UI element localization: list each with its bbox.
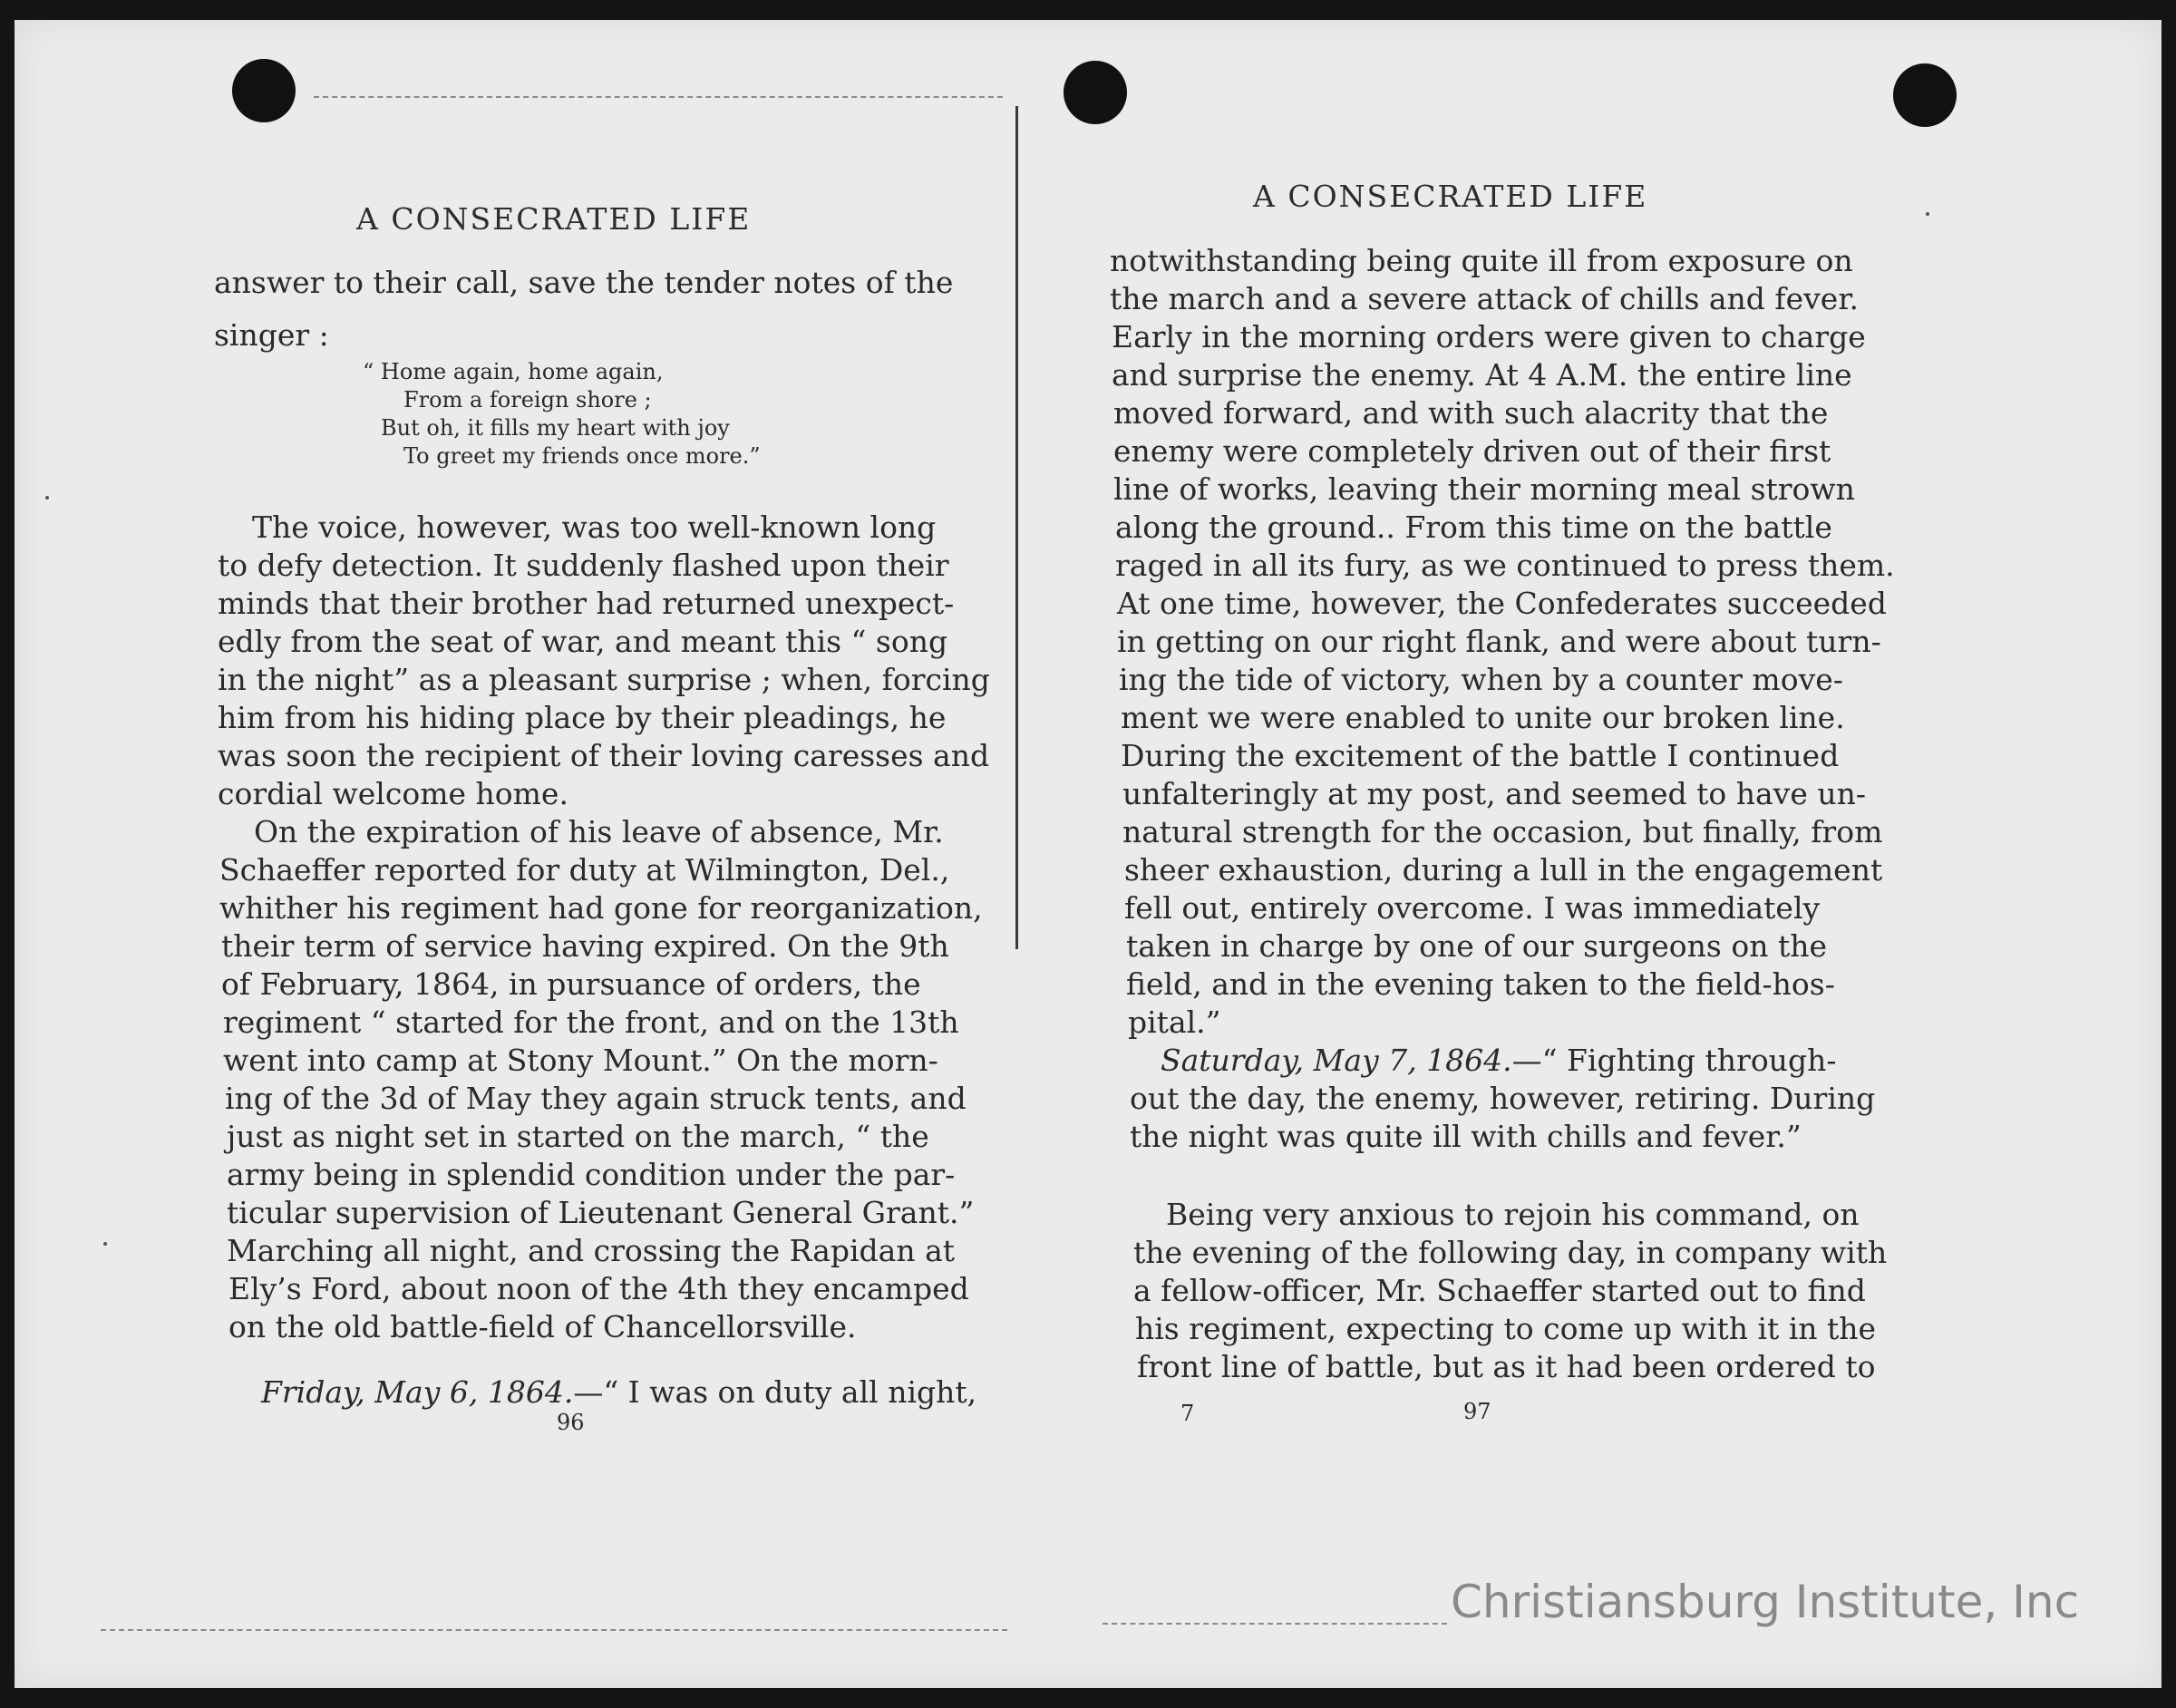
body-line: to defy detection. It suddenly flashed upon their xyxy=(218,548,949,583)
poem-line: But oh, it fills my heart with joy xyxy=(381,415,730,441)
punch-hole-right xyxy=(1893,63,1957,127)
body-line: regiment “ started for the front, and on the 13th xyxy=(223,1004,959,1040)
body-line: army being in splendid condition under the par- xyxy=(227,1157,956,1192)
body-line: Being very anxious to rejoin his command, on xyxy=(1166,1197,1860,1232)
body-line: Ely’s Ford, about noon of the 4th they encamped xyxy=(228,1271,969,1306)
body-line: along the ground.. From this time on the battle xyxy=(1115,509,1832,545)
poem-line: “ Home again, home again, xyxy=(363,359,664,384)
poem-line: From a foreign shore ; xyxy=(403,387,652,412)
body-line: their term of service having expired. On the 9th xyxy=(221,928,949,964)
body-line: notwithstanding being quite ill from exposure on xyxy=(1110,243,1853,278)
signature-mark: 7 xyxy=(1180,1401,1195,1426)
dated-entry-right xyxy=(1161,1043,1836,1078)
punch-hole-left xyxy=(232,59,296,122)
body-line: ing the tide of victory, when by a counter move- xyxy=(1119,662,1843,697)
body-line: pital.” xyxy=(1128,1004,1221,1040)
body-line: was soon the recipient of their loving caresses and xyxy=(218,738,990,773)
bottom-rule-left xyxy=(101,1629,1007,1631)
right-running-head: A CONSECRATED LIFE xyxy=(1253,179,1648,214)
body-line: and surprise the enemy. At 4 A.M. the entire line xyxy=(1112,357,1852,393)
left-running-head: A CONSECRATED LIFE xyxy=(356,201,752,237)
body-line: whither his regiment had gone for reorganization, xyxy=(219,890,983,926)
left-line: singer : xyxy=(214,317,329,353)
body-line: ticular supervision of Lieutenant General Grant.” xyxy=(227,1195,975,1230)
body-line: unfalteringly at my post, and seemed to have un- xyxy=(1122,776,1866,811)
body-line: edly from the seat of war, and meant this “ song xyxy=(218,624,948,659)
body-line: moved forward, and with such alacrity that the xyxy=(1113,395,1829,431)
body-line: out the day, the enemy, however, retiring. During xyxy=(1130,1081,1876,1116)
entry-date: Friday, May 6, 1864. xyxy=(261,1374,574,1410)
body-line: in getting on our right flank, and were about turn- xyxy=(1117,624,1881,659)
body-line: the night was quite ill with chills and fever.” xyxy=(1130,1119,1802,1154)
body-line: ment we were enabled to unite our broken line. xyxy=(1121,700,1845,735)
dated-entry-left xyxy=(261,1374,976,1410)
dust-speck xyxy=(1926,212,1929,216)
body-line: him from his hiding place by their pleadings, he xyxy=(218,700,947,735)
body-line: ing of the 3d of May they again struck tents, and xyxy=(225,1081,967,1116)
entry-date: Saturday, May 7, 1864. xyxy=(1161,1043,1512,1078)
bottom-rule-right xyxy=(1103,1623,1447,1625)
body-line: front line of battle, but as it had been ordered to xyxy=(1137,1349,1876,1384)
body-line: minds that their brother had returned unexpect- xyxy=(218,586,955,621)
top-rule-left xyxy=(314,96,1003,98)
body-line: his regiment, expecting to come up with it in the xyxy=(1135,1311,1877,1346)
body-line: cordial welcome home. xyxy=(218,776,568,811)
body-line: the evening of the following day, in company with xyxy=(1133,1235,1888,1270)
punch-hole-middle xyxy=(1064,61,1127,124)
body-line: sheer exhaustion, during a lull in the engagement xyxy=(1124,852,1883,888)
body-line: just as night set in started on the march, “ the xyxy=(227,1119,929,1154)
body-line: During the excitement of the battle I continued xyxy=(1121,738,1840,773)
poem-line: To greet my friends once more.” xyxy=(403,443,761,469)
right-page-number: 97 xyxy=(1463,1399,1491,1424)
body-line: On the expiration of his leave of absence, Mr. xyxy=(254,814,944,849)
body-line: Early in the morning orders were given to charge xyxy=(1112,319,1866,354)
body-line: Marching all night, and crossing the Rapidan at xyxy=(227,1233,956,1268)
watermark-text: Christiansburg Institute, Inc xyxy=(1451,1576,2080,1628)
entry-text: —“ Fighting through- xyxy=(1511,1043,1837,1078)
body-line: went into camp at Stony Mount.” On the morn- xyxy=(223,1043,938,1078)
dust-speck xyxy=(45,496,49,500)
body-line: At one time, however, the Confederates succeeded xyxy=(1117,586,1887,621)
body-line: taken in charge by one of our surgeons on the xyxy=(1126,928,1828,964)
body-line: field, and in the evening taken to the field-hos- xyxy=(1126,966,1835,1002)
body-line: enemy were completely driven out of their first xyxy=(1113,433,1831,469)
body-line: natural strength for the occasion, but finally, from xyxy=(1122,814,1883,849)
left-page-number: 96 xyxy=(557,1410,585,1435)
body-line: a fellow-officer, Mr. Schaeffer started out to find xyxy=(1133,1273,1866,1308)
body-line: Schaeffer reported for duty at Wilmington, Del., xyxy=(219,852,950,888)
body-line: raged in all its fury, as we continued to press them. xyxy=(1115,548,1895,583)
left-line: answer to their call, save the tender notes of the xyxy=(214,265,954,300)
body-line: in the night” as a pleasant surprise ; when, forcing xyxy=(218,662,990,697)
body-line: on the old battle-field of Chancellorsville. xyxy=(228,1309,857,1344)
page-gutter-line xyxy=(1015,106,1018,949)
body-line: fell out, entirely overcome. I was immediately xyxy=(1124,890,1821,926)
body-line: line of works, leaving their morning meal strown xyxy=(1113,471,1855,507)
body-line: of February, 1864, in pursuance of orders, the xyxy=(221,966,921,1002)
dust-speck xyxy=(103,1242,107,1246)
entry-text: —“ I was on duty all night, xyxy=(573,1374,977,1410)
body-line: the march and a severe attack of chills and fever. xyxy=(1110,281,1859,316)
body-line: The voice, however, was too well-known long xyxy=(252,509,937,545)
